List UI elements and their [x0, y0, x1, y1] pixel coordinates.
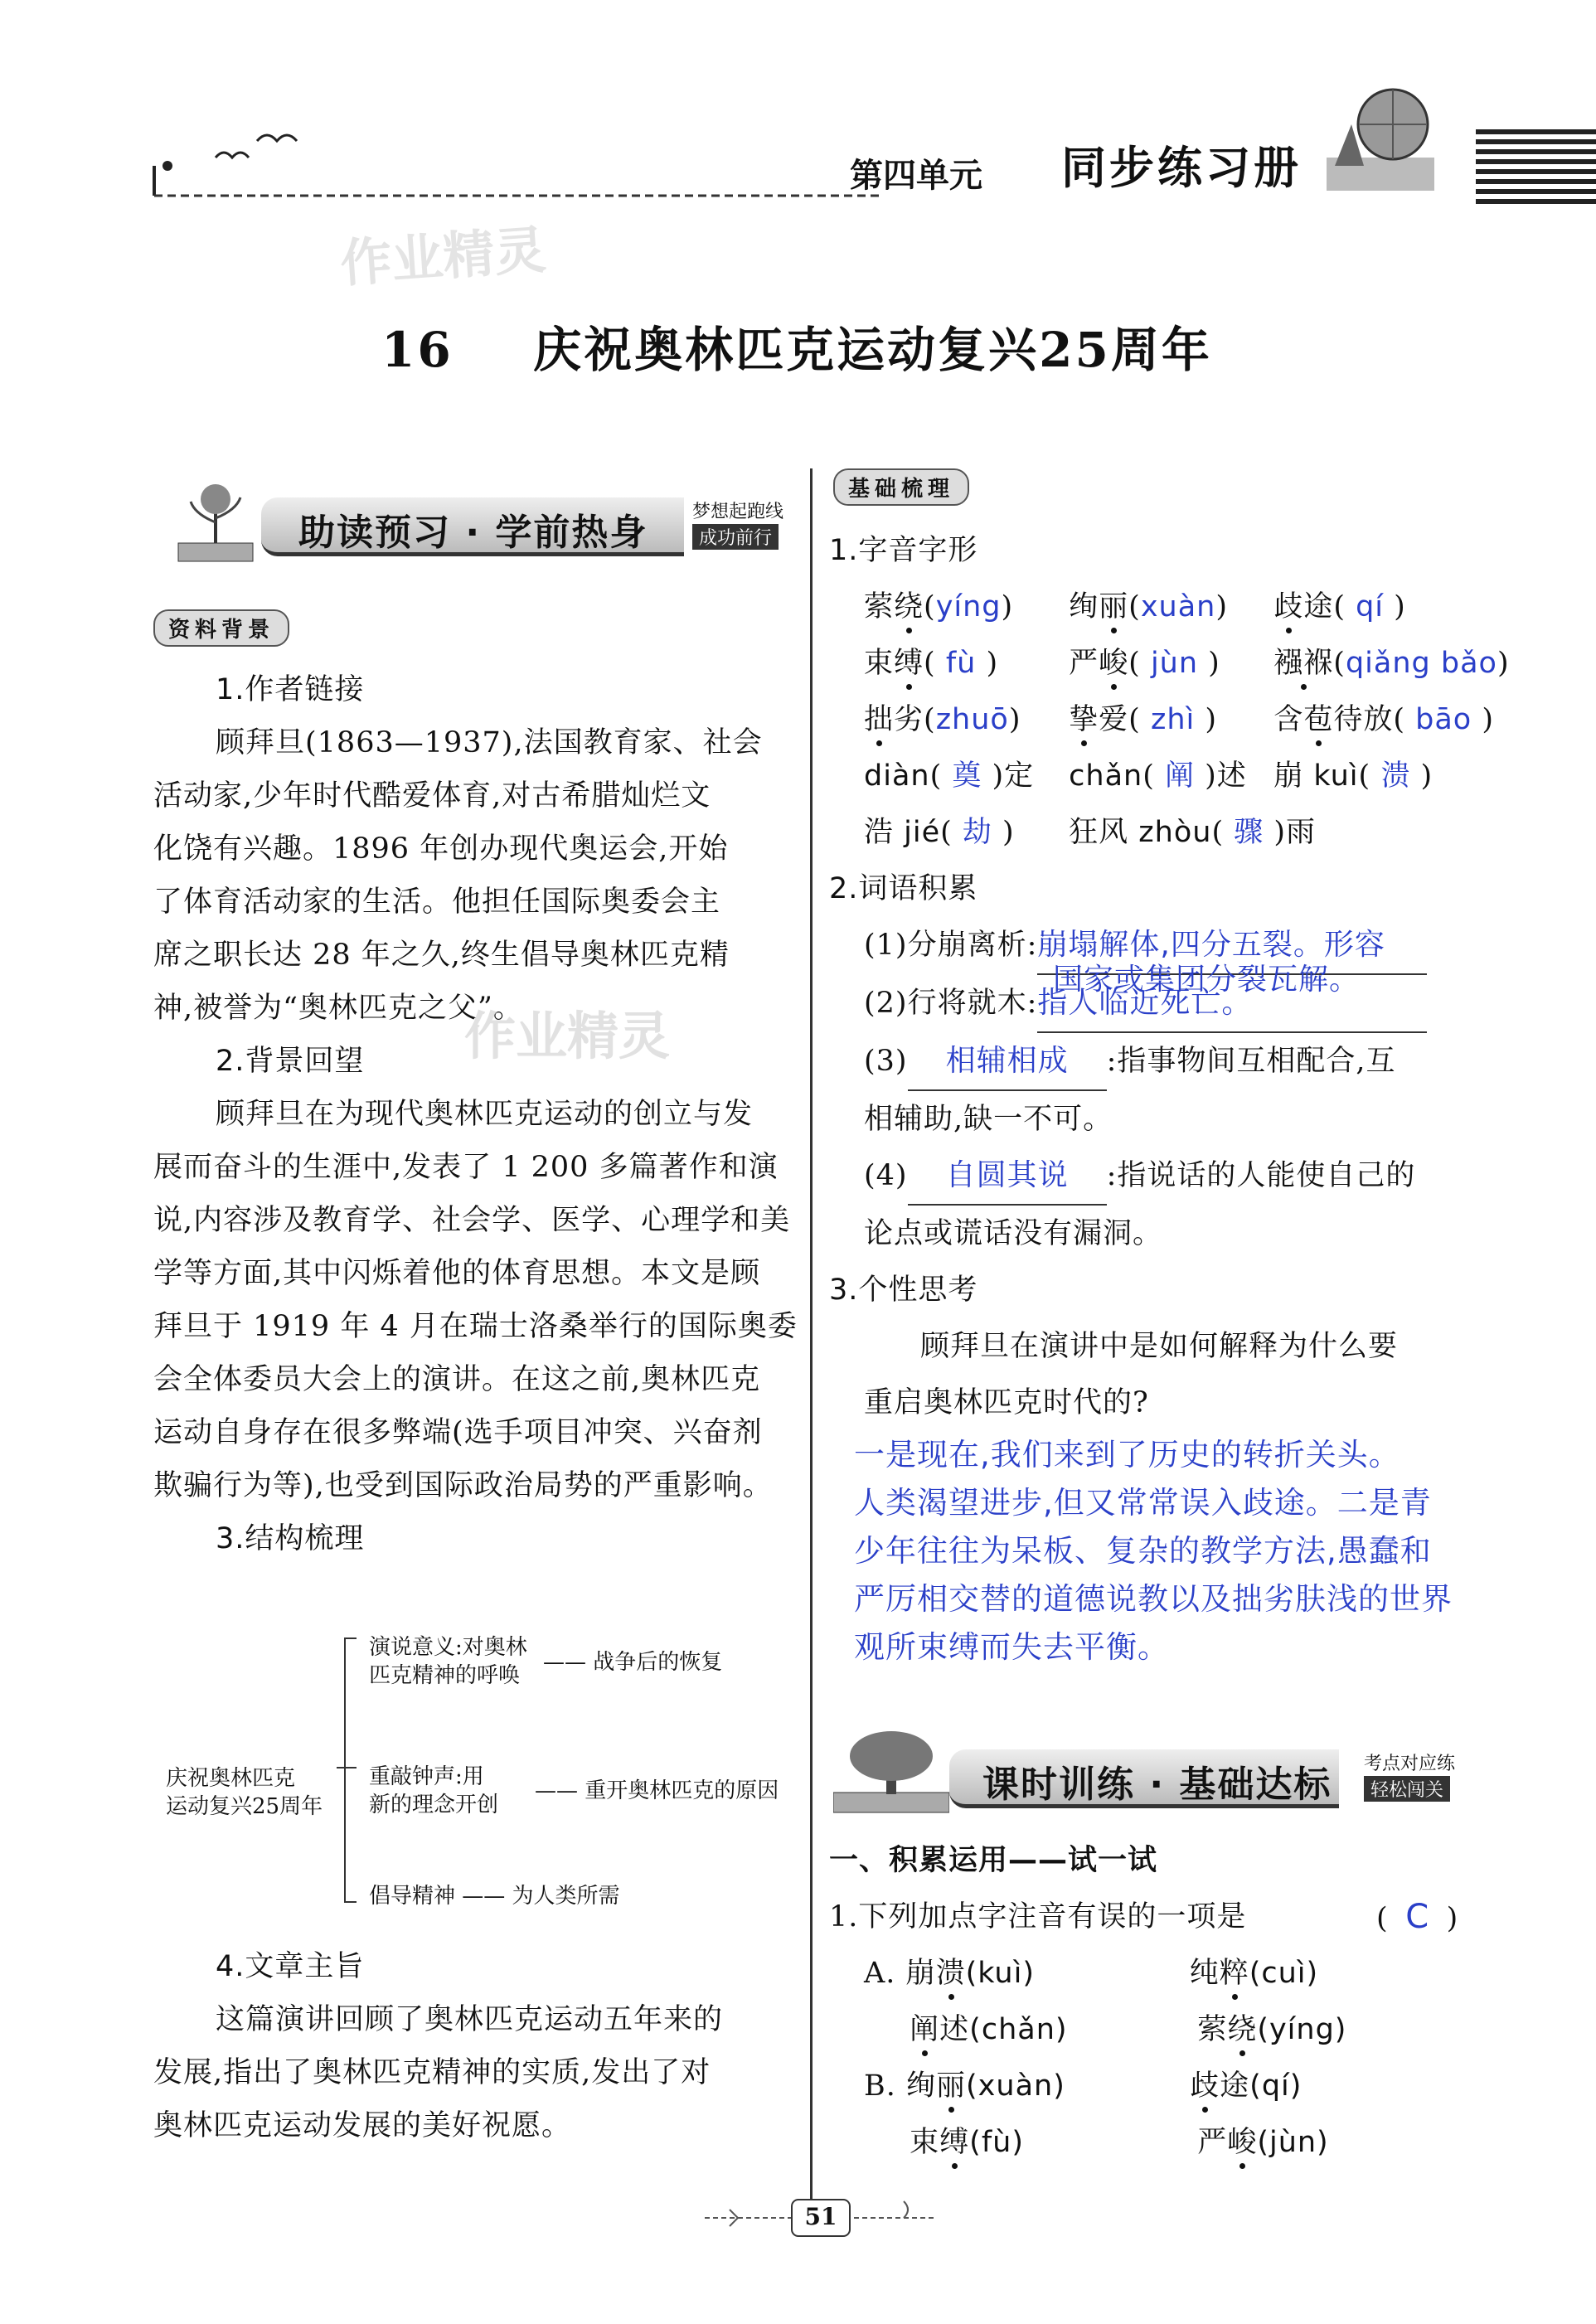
answer: 崩塌解体,四分五裂。形容: [1037, 917, 1427, 975]
title-text: 庆祝奥林匹克运动复兴25周年: [533, 322, 1212, 378]
pinyin-row: diàn( 奠 )定 chǎn( 阐 )述 崩 kuì( 溃 ): [864, 759, 1433, 793]
q2-item4-cont: 论点或谎话没有漏洞。: [864, 1217, 1163, 1250]
left-banner-title: 助读预习 · 学前热身: [298, 512, 648, 554]
answer: 骤: [1234, 816, 1264, 849]
branch2b: 新的理念开创: [369, 1793, 499, 1817]
answer: zhì: [1150, 703, 1196, 736]
watermark-mid: 作业精灵: [464, 1006, 671, 1066]
title-number: 16: [381, 322, 454, 378]
branch1b: 匹克精神的呼唤: [369, 1663, 521, 1688]
s2-line: 拜旦于 1919 年 4 月在瑞士洛桑举行的国际奥委: [153, 1310, 798, 1343]
s4-line: 这篇演讲回顾了奥林匹克运动五年来的: [216, 2003, 724, 2036]
right-banner-title: 课时训练 · 基础达标: [982, 1764, 1332, 1806]
q3-answer: 一是现在,我们来到了历史的转折关头。 人类渴望进步,但又常常误入歧途。二是青 少年往往为呆板、复杂的教学方法,愚蠢和 严厉相交替的道德说教以及拙劣肤浅的世界 观所束缚而失去平衡。: [854, 1437, 1453, 1665]
branch2-result: —— 重开奥林匹克的原因: [535, 1778, 779, 1803]
pinyin-row: 拙劣(zhuō) 挚爱( zhì ) 含苞待放( bāo ): [864, 703, 1494, 736]
branch1-result: —— 战争后的恢复: [543, 1650, 723, 1675]
option-a-cont: 阐述(chǎn) 萦绕(yíng): [910, 2013, 1347, 2046]
s1-heading: 1.作者链接: [216, 673, 365, 706]
q2-item4: (4) 自圆其说 :指说话的人能使自己的: [829, 1147, 1484, 1206]
root-line1: 庆祝奥林匹克: [166, 1766, 296, 1791]
answer: 奠: [952, 759, 982, 793]
answer: qiǎng bǎo: [1345, 647, 1497, 680]
left-banner: [153, 473, 792, 572]
left-section-4: [153, 1940, 800, 2152]
pinyin-row: 萦绕(yíng) 绚丽(xuàn) 歧途( qí ): [864, 590, 1406, 623]
s1-line: 了体育活动家的生活。他担任国际奥委会主: [153, 885, 721, 919]
footer: [696, 2185, 945, 2243]
structure-brace: [332, 1633, 365, 1907]
left-section-1: [153, 663, 800, 1565]
page-number: 51: [804, 2203, 837, 2230]
answer: C: [1405, 1898, 1430, 1936]
ex-section: 一、积累运用——试一试: [829, 1844, 1158, 1877]
option-b-cont: 束缚(fù) 严峻(jùn): [910, 2126, 1329, 2159]
s1-line: 顾拜旦(1863—1937),法国教育家、社会: [216, 726, 763, 759]
right-banner-side2: 轻松闯关: [1364, 1776, 1450, 1802]
q2-heading: 2.词语积累: [829, 872, 978, 905]
ex-question: 1.下列加点字注音有误的一项是 ( C ): [829, 1889, 1484, 1945]
s2-line: 欺骗行为等),也受到国际政治局势的严重影响。: [153, 1469, 773, 1502]
header: [149, 99, 1467, 207]
answer: fù: [945, 647, 977, 680]
branch1a: 演说意义:对奥林: [369, 1635, 527, 1660]
s2-line: 学等方面,其中闪烁着他的体育思想。本文是顾: [153, 1257, 761, 1290]
s4-line: 奥林匹克运动发展的美好祝愿。: [153, 2109, 572, 2142]
s4-line: 发展,指出了奥林匹克精神的实质,发出了对: [153, 2056, 711, 2089]
s2-heading: 2.背景回望: [216, 1045, 365, 1078]
s2-line: 会全体委员大会上的演讲。在这之前,奥林匹克: [153, 1363, 761, 1396]
s1-line: 活动家,少年时代酷爱体育,对古希腊灿烂文: [153, 779, 711, 813]
column-divider: [810, 468, 813, 2201]
s1-line: 化饶有兴趣。1896 年创办现代奥运会,开始: [153, 832, 729, 866]
left-banner-side2: 成功前行: [692, 524, 779, 550]
header-dashed-line: [149, 149, 879, 199]
book-title: 同步练习册: [1061, 141, 1302, 194]
answer: bāo: [1415, 703, 1472, 736]
pinyin-row: 浩 jié( 劫 ) 狂风 zhòu( 骤 )雨: [864, 816, 1317, 849]
answer: 自圆其说: [908, 1147, 1107, 1206]
q3-prompt-cont: 重启奥林匹克时代的?: [864, 1386, 1149, 1419]
answer: 阐: [1164, 759, 1195, 793]
s1-line: 神,被誉为“奥林匹克之父”。: [153, 992, 523, 1025]
q2-item2: 国家或集团分裂瓦解。 (2)行将就木:指人临近死亡。: [829, 975, 1484, 1033]
page-title: [381, 311, 1212, 381]
s2-line: 顾拜旦在为现代奥林匹克运动的创立与发: [216, 1098, 754, 1131]
answer: yíng: [935, 590, 1002, 623]
q3-prompt: 顾拜旦在演讲中是如何解释为什么要: [920, 1330, 1399, 1363]
left-tag: 资料背景: [153, 609, 289, 647]
root-line2: 运动复兴25周年: [166, 1794, 323, 1819]
right-banner-side1: 考点对应练: [1364, 1754, 1456, 1774]
answer: xuàn: [1140, 590, 1216, 623]
right-banner: [833, 1725, 1480, 1824]
q2-item3-cont: 相辅助,缺一不可。: [864, 1103, 1113, 1136]
answer: 国家或集团分裂瓦解。: [1053, 963, 1361, 997]
branch3: 倡导精神 —— 为人类所需: [369, 1884, 620, 1909]
answer: 溃: [1380, 759, 1411, 793]
right-tag: 基础梳理: [833, 468, 969, 506]
q2-item1: (1)分崩离析:崩塌解体,四分五裂。形容: [829, 917, 1484, 975]
s4-heading: 4.文章主旨: [216, 1950, 365, 1983]
unit-label: 第四单元: [850, 157, 982, 195]
s2-line: 运动自身存在很多弊端(选手项目冲突、兴奋剂: [153, 1416, 763, 1449]
answer: 劫: [962, 816, 992, 849]
q3-heading: 3.个性思考: [829, 1274, 978, 1307]
tree-icon: [833, 1725, 949, 1816]
left-banner-side1: 梦想起跑线: [692, 502, 784, 522]
answer: zhuō: [935, 703, 1009, 736]
option-a: A. 崩溃(kuì) 纯粹(cuì): [864, 1957, 1319, 1990]
plant-icon: [170, 473, 261, 564]
watermark-top: 作业精灵: [338, 219, 548, 294]
option-b: B. 绚丽(xuàn) 歧途(qí): [864, 2069, 1303, 2103]
s2-line: 说,内容涉及教育学、社会学、医学、心理学和美: [153, 1204, 791, 1237]
answer: 指人临近死亡。: [1037, 975, 1427, 1033]
q1-block: [829, 522, 1510, 1671]
q2-item3: (3) 相辅相成 :指事物间互相配合,互: [829, 1033, 1484, 1091]
answer: qí: [1356, 590, 1385, 623]
answer: jùn: [1150, 647, 1199, 680]
s1-line: 席之职长达 28 年之久,终生倡导奥林匹克精: [153, 939, 730, 972]
branch2a: 重敲钟声:用: [369, 1764, 484, 1789]
s3-heading: 3.结构梳理: [216, 1522, 365, 1555]
s2-line: 展而奋斗的生涯中,发表了 1 200 多篇著作和演: [153, 1151, 779, 1184]
header-stripes: [1476, 129, 1596, 206]
globe-icon: [1310, 75, 1443, 199]
exercise-block: [829, 1832, 1484, 2171]
answer: 相辅相成: [908, 1033, 1107, 1091]
q1-heading: 1.字音字形: [829, 534, 978, 567]
structure-diagram: [153, 1625, 800, 1940]
pinyin-row: 束缚( fù ) 严峻( jùn ) 襁褓(qiǎng bǎo): [864, 647, 1510, 680]
